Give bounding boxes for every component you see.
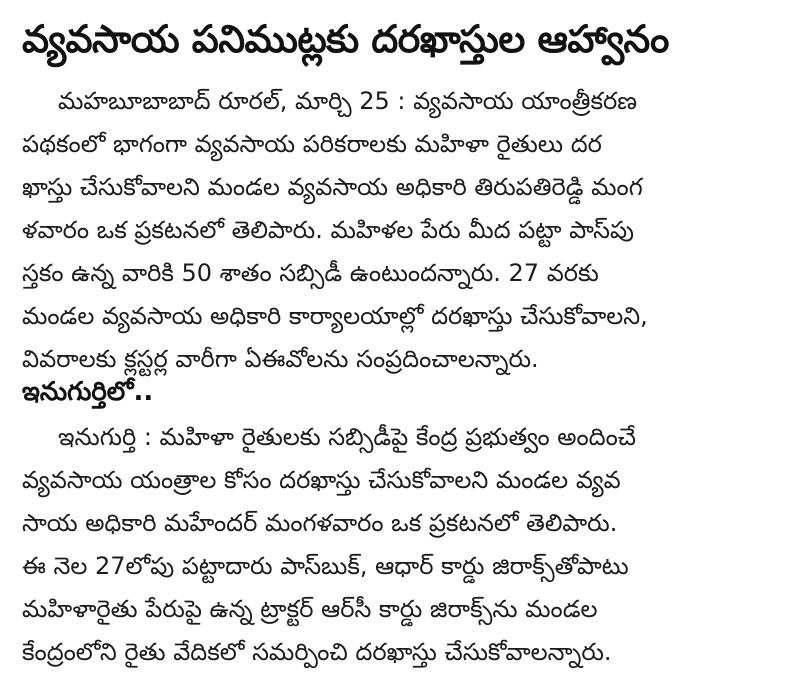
paragraph-line: కేంద్రంలోని రైతు వేదికలో సమర్పించి దరఖాస్తు చేసుకోవాలన్నారు.	[22, 638, 612, 666]
paragraph-line: ఖాస్తు చేసుకోవాలని మండల వ్యవసాయ అధికారి తిరుపతిరెడ్డి మంగ	[22, 173, 643, 201]
paragraph-line: వివరాలకు క్లస్టర్ల వారీగా ఏఈవోలను సంప్రదించాలన్నారు.	[22, 345, 539, 373]
paragraph-line: ళవారం ఒక ప్రకటనలో తెలిపారు. మహిళల పేరు మీద పట్టా పాస్‌పు	[22, 216, 634, 244]
paragraph-line: మహబూబాబాద్ రూరల్, మార్చి 25 : వ్యవసాయ యాంత్రీకరణ	[58, 87, 638, 115]
article-subheading: ఇనుగుర్తిలో..	[22, 377, 154, 407]
article-paragraph-1	[22, 80, 782, 381]
paragraph-line: స్తకం ఉన్న వారికి 50 శాతం సబ్సిడీ ఉంటుందన్నారు. 27 వరకు	[22, 259, 599, 287]
clipped-previous-article-line	[0, 0, 800, 6]
paragraph-line: పథకంలో భాగంగా వ్యవసాయ పరికరాలకు మహిళా రైతులు దర	[22, 130, 602, 158]
paragraph-line: ఇనుగుర్తి : మహిళా రైతులకు సబ్సిడీపై కేంద్ర ప్రభుత్వం అందించే	[58, 423, 636, 451]
article-headline: వ్యవసాయ పనిముట్లకు దరఖాస్తుల ఆహ్వానం	[22, 17, 669, 61]
paragraph-line: ఈ నెల 27లోపు పట్టాదారు పాస్‌బుక్, ఆధార్ కార్డు జిరాక్స్‌తోపాటు	[22, 552, 629, 580]
paragraph-line: మండల వ్యవసాయ అధికారి కార్యాలయాల్లో దరఖాస్తు చేసుకోవాలని,	[22, 302, 648, 330]
paragraph-line: మహిళారైతు పేరుపై ఉన్న ట్రాక్టర్ ఆర్‌సీ కార్డు జిరాక్స్‌ను మండల	[22, 595, 598, 623]
paragraph-line: వ్యవసాయ యంత్రాల కోసం దరఖాస్తు చేసుకోవాలని మండల వ్యవ	[22, 466, 621, 494]
article-paragraph-2	[22, 416, 782, 674]
paragraph-line: సాయ అధికారి మహేందర్ మంగళవారం ఒక ప్రకటనలో తెలిపారు.	[22, 509, 618, 537]
